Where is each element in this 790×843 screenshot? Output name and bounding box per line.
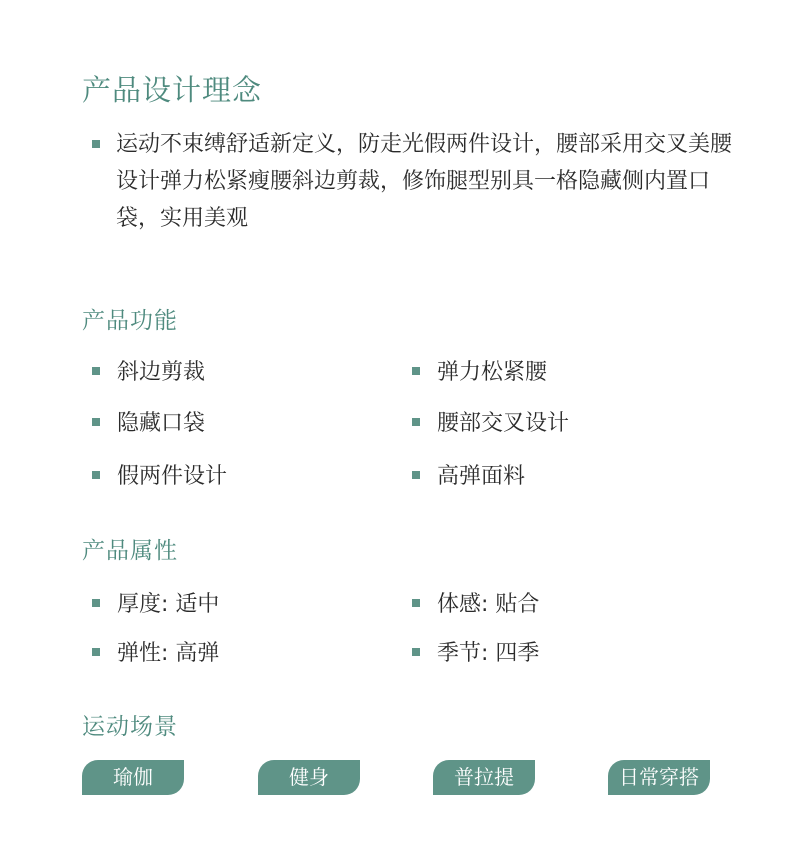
design-section-title: 产品设计理念 <box>82 73 263 107</box>
bullet-square-icon <box>92 140 100 148</box>
function-item <box>412 406 569 437</box>
function-item <box>92 406 205 437</box>
function-item-label: 高弹面料 <box>437 464 526 489</box>
bullet-square-icon <box>412 471 420 479</box>
bullet-square-icon <box>412 367 420 375</box>
scene-tag-daily-wear: 日常穿搭 <box>608 760 710 795</box>
design-concept <box>92 126 732 237</box>
function-item-label: 腰部交叉设计 <box>437 411 570 436</box>
bullet-square-icon <box>92 599 100 607</box>
attribute-item <box>412 636 539 667</box>
attribute-item-label: 弹性: 高弹 <box>117 641 220 666</box>
bullet-square-icon <box>412 599 420 607</box>
bullet-square-icon <box>92 648 100 656</box>
bullet-square-icon <box>92 471 100 479</box>
function-item <box>412 355 547 386</box>
function-item-label: 斜边剪裁 <box>117 360 206 385</box>
scene-tag-fitness: 健身 <box>258 760 360 795</box>
bullet-square-icon <box>412 648 420 656</box>
scene-tags <box>82 760 722 796</box>
scene-tag-pilates: 普拉提 <box>433 760 535 795</box>
attribute-item-label: 体感: 贴合 <box>437 592 540 617</box>
attribute-item-label: 厚度: 适中 <box>117 592 220 617</box>
bullet-square-icon <box>92 418 100 426</box>
bullet-square-icon <box>412 418 420 426</box>
attribute-item-label: 季节: 四季 <box>437 641 540 666</box>
attribute-item <box>92 636 219 667</box>
bullet-square-icon <box>92 367 100 375</box>
function-item <box>92 459 227 490</box>
attribute-item <box>412 587 539 618</box>
function-item <box>92 355 205 386</box>
functions-section-title: 产品功能 <box>82 308 178 334</box>
attribute-item <box>92 587 219 618</box>
scene-tag-yoga: 瑜伽 <box>82 760 184 795</box>
design-concept-text: 运动不束缚舒适新定义，防走光假两件设计，腰部采用交叉美腰设计弹力松紧瘦腰斜边剪裁，修饰腿型别具一格隐藏侧内置口袋，实用美观 <box>116 132 733 231</box>
scenes-section-title: 运动场景 <box>82 714 178 740</box>
function-item <box>412 459 525 490</box>
function-item-label: 假两件设计 <box>117 464 228 489</box>
function-item-label: 弹力松紧腰 <box>437 360 548 385</box>
attributes-section-title: 产品属性 <box>82 538 178 564</box>
function-item-label: 隐藏口袋 <box>117 411 206 436</box>
